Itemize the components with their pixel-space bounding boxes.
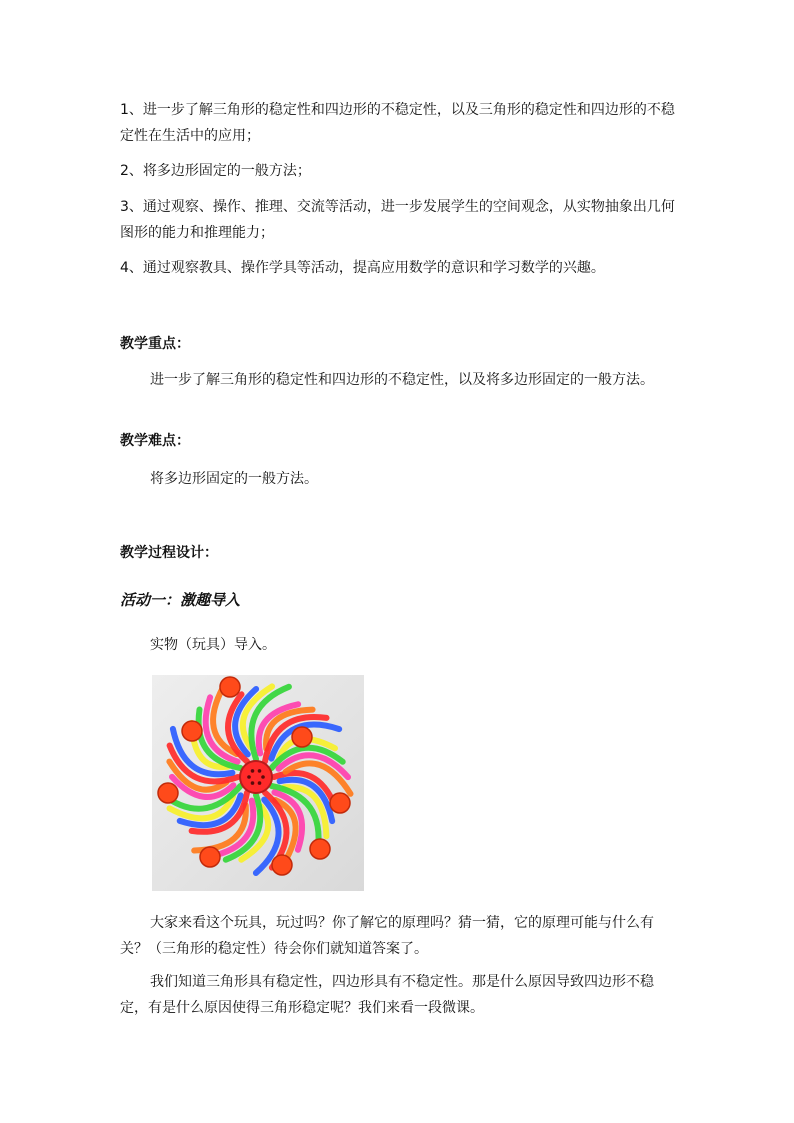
objective-2: 2、将多边形固定的一般方法； xyxy=(120,163,311,179)
objective-1: 1、进一步了解三角形的稳定性和四边形的不稳定性，以及三角形的稳定性和四边形的不稳定性在生活中的应用； xyxy=(120,102,675,144)
key-points-text: 进一步了解三角形的稳定性和四边形的不稳定性，以及将多边形固定的一般方法。 xyxy=(150,372,654,388)
activity1-paragraph-2: 我们知道三角形具有稳定性，四边形具有不稳定性。那是什么原因导致四边形不稳定，有是什么原因使得三角形稳定呢？我们来看一段微课。 xyxy=(120,974,654,1016)
toy-hub xyxy=(330,793,350,813)
toy-hub-dot xyxy=(247,775,251,779)
toy-hub-dot xyxy=(251,769,255,773)
key-points-heading: 教学重点： xyxy=(120,336,190,352)
toy-hub xyxy=(182,721,202,741)
toy-hub-dot xyxy=(251,781,255,785)
process-heading: 教学过程设计： xyxy=(120,545,218,561)
toy-photo xyxy=(152,675,364,891)
toy-hub xyxy=(158,783,178,803)
toy-center-hub xyxy=(240,761,272,793)
toy-hub-dot xyxy=(261,775,265,779)
toy-hub-dot xyxy=(258,781,262,785)
toy-hub xyxy=(200,847,220,867)
toy-hub xyxy=(272,855,292,875)
toy-hub xyxy=(292,727,312,747)
activity1-title: 活动一：激趣导入 xyxy=(120,591,241,609)
toy-hub-dot xyxy=(258,769,262,773)
toy-sphere-illustration xyxy=(152,675,364,891)
difficulties-heading: 教学难点： xyxy=(120,433,190,449)
toy-hub xyxy=(310,839,330,859)
difficulties-text: 将多边形固定的一般方法。 xyxy=(150,471,318,487)
activity1-paragraph-1: 大家来看这个玩具，玩过吗？你了解它的原理吗？猜一猜，它的原理可能与什么有关？（三角形的稳定性）待会你们就知道答案了。 xyxy=(120,915,654,957)
objective-3: 3、通过观察、操作、推理、交流等活动，进一步发展学生的空间观念，从实物抽象出几何图形的能力和推理能力； xyxy=(120,199,675,241)
objective-4: 4、通过观察教具、操作学具等活动，提高应用数学的意识和学习数学的兴趣。 xyxy=(120,260,605,276)
toy-hub xyxy=(220,677,240,697)
activity1-intro: 实物（玩具）导入。 xyxy=(150,637,276,653)
